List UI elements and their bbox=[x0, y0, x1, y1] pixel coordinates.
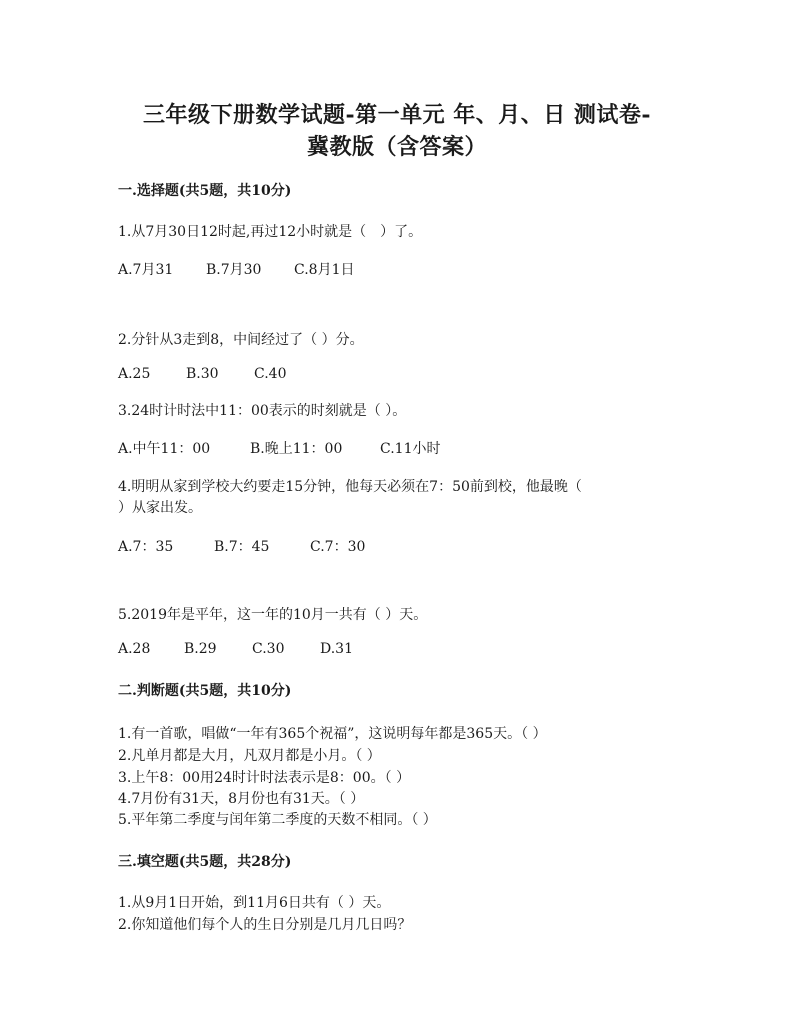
q1-option-c: C.8月1日 bbox=[294, 262, 355, 278]
q3-option-b: B.晚上11：00 bbox=[250, 441, 343, 457]
q2-option-b: B.30 bbox=[186, 366, 219, 382]
q4-text-line1: 4.明明从家到学校大约要走15分钟，他每天必须在7：50前到校，他最晚（ bbox=[118, 479, 582, 495]
q5-option-b: B.29 bbox=[184, 641, 217, 657]
q2-option-c: C.40 bbox=[254, 366, 287, 382]
q1-option-b: B.7月30 bbox=[206, 262, 262, 278]
q1-text: 1.从7月30日12时起,再过12小时就是（ ）了。 bbox=[118, 224, 423, 240]
fill-item-1: 1.从9月1日开始，到11月6日共有（ ）天。 bbox=[118, 895, 391, 911]
q2-option-a: A.25 bbox=[118, 366, 151, 382]
section1-heading: 一.选择题(共5题，共10分) bbox=[118, 183, 292, 199]
q5-text: 5.2019年是平年，这一年的10月一共有（ ）天。 bbox=[118, 607, 428, 623]
q2-text: 2.分针从3走到8，中间经过了（ ）分。 bbox=[118, 332, 364, 348]
section3-heading: 三.填空题(共5题，共28分) bbox=[118, 854, 292, 870]
fill-item-2: 2.你知道他们每个人的生日分别是几月几日吗？ bbox=[118, 917, 412, 933]
q4-option-b: B.7：45 bbox=[214, 539, 270, 555]
q5-option-d: D.31 bbox=[320, 641, 353, 657]
judgment-item-3: 3.上午8：00用24时计时法表示是8：00。（ ） bbox=[118, 770, 411, 786]
document-title-line1: 三年级下册数学试题-第一单元 年、月、日 测试卷- bbox=[142, 102, 652, 128]
q5-option-c: C.30 bbox=[252, 641, 285, 657]
section2-heading: 二.判断题(共5题，共10分) bbox=[118, 683, 292, 699]
q3-text: 3.24时计时法中11：00表示的时刻就是（ ）。 bbox=[118, 403, 407, 419]
judgment-item-5: 5.平年第二季度与闰年第二季度的天数不相同。（ ） bbox=[118, 812, 437, 828]
judgment-item-1: 1.有一首歌，唱做“一年有365个祝福”，这说明每年都是365天。（ ） bbox=[118, 726, 547, 742]
document-title-line2: 冀教版（含答案） bbox=[306, 134, 487, 160]
q4-text-line2: ）从家出发。 bbox=[118, 500, 202, 516]
q5-option-a: A.28 bbox=[118, 641, 151, 657]
judgment-item-4: 4.7月份有31天，8月份也有31天。（ ） bbox=[118, 791, 365, 807]
q4-option-a: A.7：35 bbox=[118, 539, 174, 555]
q1-option-a: A.7月31 bbox=[118, 262, 174, 278]
q3-option-c: C.11小时 bbox=[380, 441, 441, 457]
q3-option-a: A.中午11：00 bbox=[118, 441, 211, 457]
judgment-item-2: 2.凡单月都是大月，凡双月都是小月。（ ） bbox=[118, 748, 381, 764]
q4-option-c: C.7：30 bbox=[310, 539, 366, 555]
